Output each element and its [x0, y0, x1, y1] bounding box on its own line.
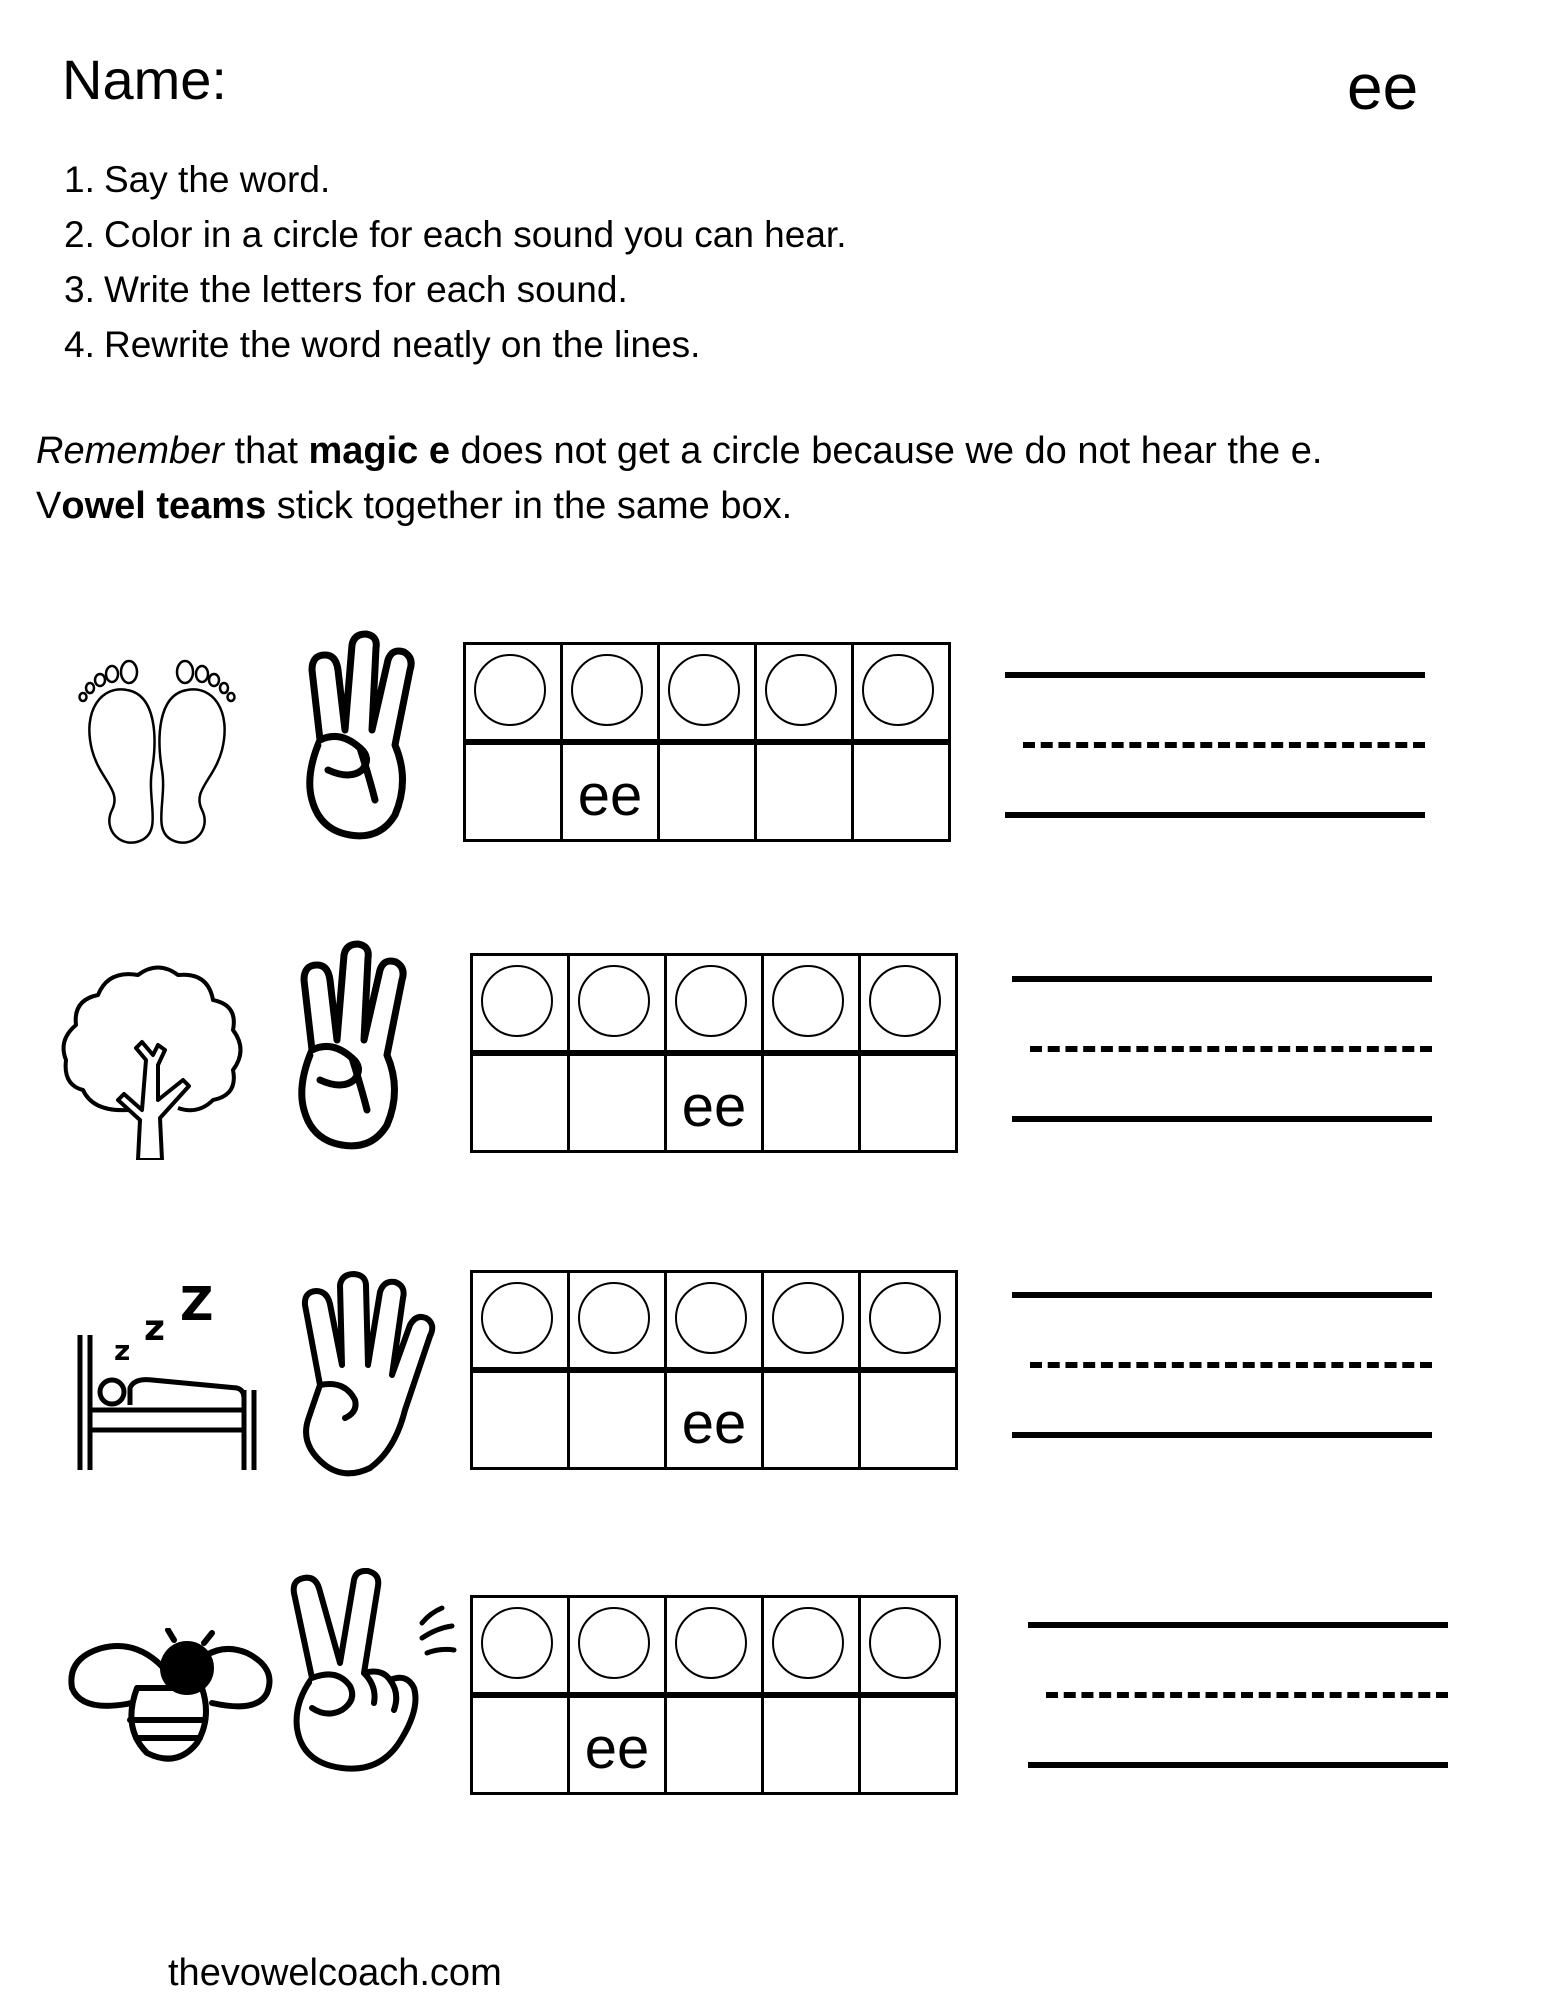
bee-icon [62, 1628, 282, 1768]
writing-lines[interactable] [1012, 976, 1432, 1126]
letter-box[interactable] [570, 1373, 667, 1467]
three-fingers-icon [300, 630, 425, 845]
svg-text:Z: Z [180, 1280, 214, 1331]
letter-box[interactable] [757, 745, 854, 839]
instructions-list [64, 152, 846, 372]
word-row-4 [0, 1568, 1545, 1788]
three-fingers-icon [292, 940, 417, 1155]
sound-circle[interactable] [474, 654, 546, 726]
letter-box[interactable] [660, 745, 757, 839]
letter-boxes-row [470, 1053, 958, 1153]
dashed-midline [1030, 1362, 1432, 1368]
reminder-magic-e: Remember that magic e does not get a circle because we do not hear the e. [36, 430, 1323, 472]
sound-circles-row [463, 642, 951, 742]
tree-icon [58, 960, 248, 1160]
letter-boxes-row [463, 742, 951, 842]
letter-box[interactable] [570, 1056, 667, 1150]
two-fingers-icon [282, 1568, 462, 1778]
instruction-item: 2. Color in a circle for each sound you can hear. [64, 214, 847, 255]
top-line [1012, 1292, 1432, 1298]
letter-box[interactable] [473, 1698, 570, 1792]
top-line [1012, 976, 1432, 982]
letter-box[interactable] [466, 745, 563, 839]
sound-circle[interactable] [668, 654, 740, 726]
sound-box [463, 642, 951, 842]
sound-circle[interactable] [869, 1607, 941, 1679]
letter-box[interactable] [854, 745, 948, 839]
dashed-midline [1030, 1046, 1432, 1052]
sound-circle[interactable] [481, 965, 553, 1037]
svg-text:z: z [144, 1308, 165, 1349]
baseline [1012, 1432, 1432, 1438]
letter-box[interactable] [473, 1056, 570, 1150]
sound-box [470, 953, 958, 1153]
letter-box[interactable]: ee [667, 1056, 764, 1150]
sound-circles-row [470, 953, 958, 1053]
letter-box[interactable] [473, 1373, 570, 1467]
instruction-item: 3. Write the letters for each sound. [64, 269, 628, 310]
sound-circle[interactable] [862, 654, 934, 726]
sound-circle[interactable] [869, 1282, 941, 1354]
baseline [1028, 1762, 1448, 1768]
sound-circle[interactable] [578, 1607, 650, 1679]
baseline [1005, 812, 1425, 818]
sound-circle[interactable] [675, 965, 747, 1037]
letter-box[interactable] [764, 1373, 861, 1467]
feet-icon [72, 650, 242, 850]
instruction-item: 1. Say the word. [64, 159, 331, 200]
baseline [1012, 1116, 1432, 1122]
letter-box[interactable]: ee [570, 1698, 667, 1792]
four-fingers-icon [290, 1270, 440, 1480]
letter-box[interactable] [667, 1698, 764, 1792]
footer-url: thevowelcoach.com [168, 1952, 502, 1994]
sound-circle[interactable] [571, 654, 643, 726]
letter-box[interactable] [861, 1056, 955, 1150]
sound-circle[interactable] [675, 1607, 747, 1679]
sound-box [470, 1270, 958, 1470]
sound-circle[interactable] [772, 1282, 844, 1354]
sound-circle[interactable] [765, 654, 837, 726]
word-row-2 [0, 940, 1545, 1160]
word-row-3 [0, 1270, 1545, 1490]
top-line [1005, 672, 1425, 678]
phonics-pattern-label: ee [1347, 51, 1419, 123]
top-line [1028, 1622, 1448, 1628]
writing-lines[interactable] [1028, 1622, 1448, 1772]
sound-circle[interactable] [675, 1282, 747, 1354]
sound-circle[interactable] [578, 965, 650, 1037]
sound-circles-row [470, 1595, 958, 1695]
sound-circle[interactable] [481, 1282, 553, 1354]
sound-circle[interactable] [578, 1282, 650, 1354]
letter-box[interactable]: ee [667, 1373, 764, 1467]
svg-text:z: z [114, 1334, 131, 1367]
sound-circle[interactable] [772, 1607, 844, 1679]
reminder-vowel-teams: Vowel teams stick together in the same box. [36, 485, 793, 527]
letter-box[interactable] [764, 1056, 861, 1150]
name-label: Name: [62, 48, 227, 111]
sound-circle[interactable] [869, 965, 941, 1037]
letter-box[interactable] [861, 1373, 955, 1467]
letter-boxes-row [470, 1370, 958, 1470]
sound-circle[interactable] [481, 1607, 553, 1679]
letter-box[interactable] [861, 1698, 955, 1792]
letter-box[interactable]: ee [563, 745, 660, 839]
word-row-1 [0, 630, 1545, 850]
sound-circles-row [470, 1270, 958, 1370]
sound-box [470, 1595, 958, 1795]
writing-lines[interactable] [1012, 1292, 1432, 1442]
letter-boxes-row [470, 1695, 958, 1795]
dashed-midline [1023, 742, 1425, 748]
sound-circle[interactable] [772, 965, 844, 1037]
letter-box[interactable] [764, 1698, 861, 1792]
instruction-item: 4. Rewrite the word neatly on the lines. [64, 324, 701, 365]
writing-lines[interactable] [1005, 672, 1425, 822]
sleep-icon [72, 1280, 262, 1480]
dashed-midline [1046, 1692, 1448, 1698]
